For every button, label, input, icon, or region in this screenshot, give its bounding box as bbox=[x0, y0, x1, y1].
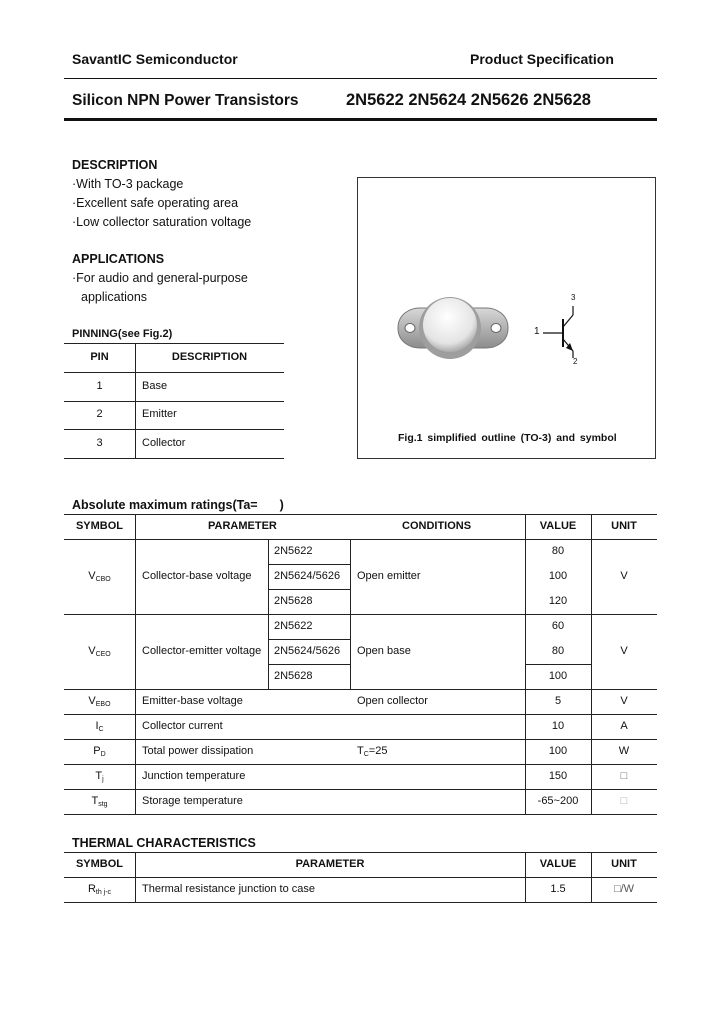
pinning-heading: PINNING(see Fig.2) bbox=[72, 328, 173, 340]
vcbo-unit: V bbox=[620, 570, 628, 582]
figure-caption: Fig.1 simplified outline (TO-3) and symbol bbox=[398, 432, 617, 444]
vceo-cond: Open base bbox=[357, 645, 411, 657]
applications-line: applications bbox=[81, 290, 148, 304]
vcbo-symbol: $V_{CBO}$ bbox=[88, 570, 111, 583]
description-heading: DESCRIPTION bbox=[72, 158, 158, 172]
pd-symbol: $P_D$ bbox=[93, 745, 106, 758]
vcbo-value: 80 bbox=[551, 545, 565, 557]
pin-desc: Base bbox=[142, 380, 168, 392]
doc-type: Product Specification bbox=[470, 51, 614, 67]
part-numbers: 2N5622 2N5624 2N5626 2N5628 bbox=[346, 91, 591, 109]
npn-transistor-symbol bbox=[358, 178, 655, 458]
col-value: VALUE bbox=[539, 520, 577, 532]
vebo-symbol: $V_{EBO}$ bbox=[88, 695, 111, 708]
product-line: Silicon NPN Power Transistors bbox=[72, 92, 299, 109]
vcbo-value: 100 bbox=[548, 570, 568, 582]
vceo-param: Collector-emitter voltage bbox=[142, 645, 262, 657]
vcbo-param: Collector-base voltage bbox=[142, 570, 252, 582]
description-item: ·With TO-3 package bbox=[72, 177, 184, 191]
rth-unit: □/W bbox=[613, 883, 635, 895]
col-parameter: PARAMETER bbox=[208, 520, 277, 532]
vcbo-part: 2N5624/5626 bbox=[274, 570, 341, 582]
vceo-value: 100 bbox=[548, 670, 568, 682]
rth-symbol: $R_{th j-c}$ bbox=[87, 883, 112, 896]
thermal-heading: THERMAL CHARACTERISTICS bbox=[72, 836, 256, 850]
thermal-col-value: VALUE bbox=[539, 858, 577, 870]
vcbo-part: 2N5628 bbox=[274, 595, 313, 607]
vceo-unit: V bbox=[620, 645, 628, 657]
figure-box bbox=[357, 177, 656, 459]
pin-desc: Collector bbox=[142, 437, 186, 449]
tj-symbol: $T_j$ bbox=[95, 770, 104, 783]
pin-number: 3 bbox=[96, 437, 103, 449]
pin-number: 1 bbox=[96, 380, 103, 392]
tj-param: Junction temperature bbox=[142, 770, 246, 782]
thermal-col-symbol: SYMBOL bbox=[75, 858, 124, 870]
vcbo-cond: Open emitter bbox=[357, 570, 421, 582]
description-item: ·Excellent safe operating area bbox=[72, 196, 239, 210]
abs-max-heading-end: ) bbox=[279, 498, 284, 512]
abs-max-heading bbox=[72, 498, 284, 512]
ic-symbol: $I_C$ bbox=[95, 720, 104, 733]
tstg-symbol: $T_{stg}$ bbox=[91, 795, 108, 808]
col-unit: UNIT bbox=[611, 520, 637, 532]
vcbo-value: 120 bbox=[548, 595, 568, 607]
rth-value: 1.5 bbox=[550, 883, 566, 895]
rth-param: Thermal resistance junction to case bbox=[142, 883, 316, 895]
pd-param: Total power dissipation bbox=[142, 745, 254, 757]
pd-value: 100 bbox=[548, 745, 568, 757]
vceo-part: 2N5628 bbox=[274, 670, 313, 682]
symbol-pin3-label: 3 bbox=[571, 293, 576, 302]
applications-heading: APPLICATIONS bbox=[72, 252, 165, 266]
col-conditions: CONDITIONS bbox=[402, 520, 472, 532]
vebo-param: Emitter-base voltage bbox=[142, 695, 243, 707]
pin-number: 2 bbox=[96, 408, 103, 420]
abs-max-heading-text: Absolute maximum ratings(Ta= bbox=[72, 498, 258, 512]
symbol-pin2-label: 2 bbox=[573, 357, 578, 366]
tstg-unit: □ bbox=[620, 795, 628, 807]
thermal-col-unit: UNIT bbox=[611, 858, 637, 870]
pd-cond: $T_C=25$ bbox=[357, 745, 388, 758]
symbol-pin1-label: 1 bbox=[534, 326, 540, 337]
vceo-part: 2N5624/5626 bbox=[274, 645, 341, 657]
pinning-col-desc: DESCRIPTION bbox=[171, 351, 248, 363]
pd-unit: W bbox=[618, 745, 630, 757]
ic-unit: A bbox=[620, 720, 628, 732]
vebo-unit: V bbox=[620, 695, 628, 707]
tj-value: 150 bbox=[548, 770, 568, 782]
tstg-value: -65~200 bbox=[537, 795, 579, 807]
thermal-col-parameter: PARAMETER bbox=[295, 858, 365, 870]
vceo-value: 60 bbox=[551, 620, 565, 632]
tstg-param: Storage temperature bbox=[142, 795, 243, 807]
col-symbol: SYMBOL bbox=[75, 520, 124, 532]
vebo-cond: Open collector bbox=[357, 695, 428, 707]
vceo-part: 2N5622 bbox=[274, 620, 313, 632]
vceo-symbol: $V_{CEO}$ bbox=[88, 645, 111, 658]
vcbo-part: 2N5622 bbox=[274, 545, 313, 557]
company-name: SavantIC Semiconductor bbox=[72, 51, 238, 67]
vebo-value: 5 bbox=[554, 695, 562, 707]
tj-unit: □ bbox=[620, 770, 628, 782]
header-rule-bottom bbox=[64, 118, 657, 121]
ic-value: 10 bbox=[551, 720, 565, 732]
pinning-col-pin: PIN bbox=[90, 351, 109, 363]
applications-line: ·For audio and general-purpose bbox=[72, 271, 248, 285]
pin-desc: Emitter bbox=[142, 408, 177, 420]
description-item: ·Low collector saturation voltage bbox=[72, 215, 252, 229]
vceo-value: 80 bbox=[551, 645, 565, 657]
header-rule-top bbox=[64, 78, 657, 79]
ic-param: Collector current bbox=[142, 720, 223, 732]
